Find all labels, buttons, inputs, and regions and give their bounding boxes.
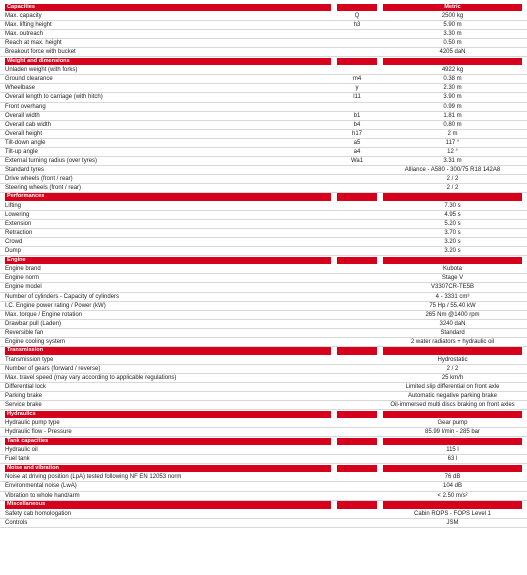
- spec-value: 4922 kg: [441, 67, 464, 74]
- spec-value: 2 / 2: [446, 365, 459, 372]
- section-header-value: [383, 193, 522, 201]
- spec-value: 3.30 m: [443, 31, 462, 38]
- spec-row: [0, 66, 527, 75]
- spec-row: [0, 202, 527, 211]
- spec-value: 104 dB: [442, 483, 463, 490]
- spec-symbol: [337, 274, 377, 283]
- spec-row: [0, 75, 527, 84]
- section-header-symbol-cell: [337, 438, 377, 446]
- spec-row: [0, 139, 527, 148]
- spec-symbol: [337, 184, 377, 193]
- spec-row: [0, 428, 527, 437]
- spec-symbol: [337, 356, 377, 365]
- spec-symbol: [337, 238, 377, 247]
- section-header-value: [383, 465, 522, 473]
- spec-value: 12 °: [447, 148, 458, 155]
- spec-row: [0, 130, 527, 139]
- spec-label: Engine brand: [5, 266, 41, 273]
- spec-label: Standard tyres: [5, 166, 45, 173]
- spec-row: [0, 247, 527, 256]
- spec-label: Vibration to whole hand/arm: [5, 492, 80, 499]
- spec-row: [0, 329, 527, 338]
- section-header-value: [383, 501, 522, 509]
- spec-value: 5.20 s: [444, 221, 461, 228]
- spec-symbol: [337, 293, 377, 302]
- section-header-weight-and-dimensions: [0, 57, 527, 66]
- spec-symbol: [337, 428, 377, 437]
- spec-value: 3.31 m: [443, 157, 462, 164]
- spec-row: [0, 401, 527, 410]
- spec-value: 5.90 m: [443, 22, 462, 29]
- section-header-symbol-cell: [337, 257, 377, 265]
- spec-value: Stage V: [441, 275, 464, 282]
- spec-value: 0.99 m: [443, 103, 462, 110]
- spec-label: Controls: [5, 519, 28, 526]
- section-header-value: [383, 347, 522, 355]
- spec-value: Limited slip differential on front axle: [405, 383, 500, 390]
- spec-value: 265 Nm @1400 rpm: [425, 311, 480, 318]
- spec-label: Hydraulic flow - Pressure: [5, 429, 72, 436]
- spec-row: [0, 283, 527, 292]
- section-header-symbol-cell: [337, 465, 377, 473]
- spec-value: 3.20 s: [444, 248, 461, 255]
- spec-label: Parking brake: [5, 393, 43, 400]
- spec-value: V3307CR-TE5B: [430, 284, 475, 291]
- spec-label: Tilt-up angle: [5, 148, 38, 155]
- spec-label: Lowering: [5, 212, 30, 219]
- spec-row: [0, 238, 527, 247]
- section-header-noise-and-vibration: [0, 464, 527, 473]
- spec-row: [0, 265, 527, 274]
- section-header-tank-capacities: [0, 437, 527, 446]
- spec-row: [0, 455, 527, 464]
- section-header-performances: [0, 193, 527, 202]
- spec-label: Overall cab width: [5, 121, 52, 128]
- spec-row: [0, 519, 527, 528]
- spec-symbol: [337, 473, 377, 482]
- spec-symbol: [337, 283, 377, 292]
- section-title: Weight and dimensions: [5, 58, 331, 66]
- spec-label: Max. travel speed (may vary according to applicable regulations): [5, 374, 177, 381]
- spec-label: Extension: [5, 221, 32, 228]
- spec-value: 25 km/h: [441, 374, 464, 381]
- spec-symbol: [337, 519, 377, 528]
- spec-row: [0, 229, 527, 238]
- spec-label: Max. outreach: [5, 31, 44, 38]
- spec-label: Ground clearance: [5, 76, 53, 83]
- spec-label: Max. lifting height: [5, 22, 52, 29]
- spec-row: [0, 274, 527, 283]
- spec-symbol: [337, 166, 377, 175]
- spec-label: Service brake: [5, 402, 42, 409]
- spec-label: Overall width: [5, 112, 40, 119]
- spec-value: 2 / 2: [446, 175, 459, 182]
- spec-symbol: [337, 66, 377, 75]
- spec-label: Crowd: [5, 239, 23, 246]
- spec-symbol: [337, 419, 377, 428]
- section-title: Hydraulics: [5, 411, 331, 419]
- spec-value: 115 l: [446, 447, 459, 454]
- spec-label: Dump: [5, 248, 22, 255]
- spec-symbol: [337, 383, 377, 392]
- spec-value: 85.99 l/min - 285 bar: [424, 429, 481, 436]
- spec-row: [0, 84, 527, 93]
- spec-row: [0, 39, 527, 48]
- spec-symbol: [337, 302, 377, 311]
- spec-symbol: [337, 103, 377, 112]
- spec-symbol: m4: [352, 76, 362, 83]
- spec-value: Alliance - A580 - 300/75 R18 142A8: [404, 166, 501, 173]
- spec-value: Oil-immersed multi discs braking on front axles: [390, 402, 515, 409]
- spec-symbol: [337, 229, 377, 238]
- spec-value: 0.80 m: [443, 121, 462, 128]
- spec-row: [0, 374, 527, 383]
- spec-symbol: [337, 247, 377, 256]
- spec-row: [0, 492, 527, 501]
- spec-symbol: a5: [353, 139, 361, 146]
- spec-symbol: [337, 338, 377, 347]
- spec-symbol: [337, 365, 377, 374]
- spec-value: Cabin ROPS - FOPS Level 1: [413, 510, 492, 517]
- spec-label: Overall length to carriage (with hitch): [5, 94, 103, 101]
- spec-symbol: [337, 374, 377, 383]
- section-header-engine: [0, 256, 527, 265]
- spec-row: [0, 383, 527, 392]
- spec-label: Reach at max. height: [5, 40, 62, 47]
- spec-row: [0, 392, 527, 401]
- spec-label: Fuel tank: [5, 456, 30, 463]
- spec-row: [0, 211, 527, 220]
- spec-symbol: [337, 311, 377, 320]
- section-header-miscellaneous: [0, 501, 527, 510]
- spec-label: Transmission type: [5, 356, 54, 363]
- spec-row: [0, 30, 527, 39]
- spec-value: 3240 daN: [439, 320, 466, 327]
- spec-row: [0, 356, 527, 365]
- spec-row: [0, 93, 527, 102]
- spec-value: 2 water radiators + hydraulic oil: [410, 338, 495, 345]
- spec-label: Engine norm: [5, 275, 40, 282]
- spec-row: [0, 446, 527, 455]
- spec-label: Drive wheels (front / rear): [5, 175, 73, 182]
- spec-label: Reversible fan: [5, 329, 44, 336]
- spec-label: Tilt-down angle: [5, 139, 46, 146]
- section-header-value: Metric: [383, 4, 522, 12]
- spec-label: Breakout force with bucket: [5, 49, 76, 56]
- section-title: Capacities: [5, 4, 331, 12]
- section-header-capacities: [0, 3, 527, 12]
- spec-value: Gear pump: [437, 420, 468, 427]
- spec-symbol: Q: [354, 13, 360, 20]
- spec-row: [0, 21, 527, 30]
- spec-row: [0, 148, 527, 157]
- spec-row: [0, 338, 527, 347]
- spec-row: [0, 184, 527, 193]
- spec-label: Engine model: [5, 284, 42, 291]
- section-header-value: [383, 58, 522, 66]
- spec-row: [0, 157, 527, 166]
- spec-symbol: [337, 30, 377, 39]
- spec-row: [0, 166, 527, 175]
- spec-label: Number of gears (forward / reverse): [5, 365, 101, 372]
- section-header-symbol-cell: [337, 411, 377, 419]
- section-header-symbol-cell: [337, 193, 377, 201]
- spec-row: [0, 12, 527, 21]
- spec-label: Max. torque / Engine rotation: [5, 311, 83, 318]
- spec-row: [0, 419, 527, 428]
- section-header-symbol-cell: [337, 347, 377, 355]
- spec-value: 4.95 s: [444, 212, 461, 219]
- spec-value: 2500 kg: [441, 13, 464, 20]
- spec-symbol: [337, 48, 377, 57]
- section-title: Noise and vibration: [5, 465, 331, 473]
- spec-symbol: [337, 401, 377, 410]
- spec-label: Drawbar pull (Laden): [5, 320, 62, 327]
- spec-value: Standard: [440, 329, 465, 336]
- section-header-symbol-cell: [337, 58, 377, 66]
- section-title: Engine: [5, 257, 331, 265]
- spec-value: 3.70 s: [444, 230, 461, 237]
- spec-value: 3.90 m: [443, 94, 462, 101]
- spec-symbol: [337, 220, 377, 229]
- spec-label: Wheelbase: [5, 85, 36, 92]
- spec-value: Hydrostatic: [437, 356, 468, 363]
- spec-value: < 2.50 m/s²: [437, 492, 468, 499]
- spec-symbol: b1: [353, 112, 361, 119]
- section-header-value: [383, 411, 522, 419]
- spec-symbol: h17: [351, 130, 362, 137]
- spec-symbol: [337, 329, 377, 338]
- spec-symbol: [337, 482, 377, 491]
- section-header-value: [383, 438, 522, 446]
- spec-value: 75 Hp / 55.40 kW: [429, 302, 476, 309]
- spec-row: [0, 320, 527, 329]
- section-header-value: [383, 257, 522, 265]
- spec-row: [0, 48, 527, 57]
- spec-label: Retraction: [5, 230, 33, 237]
- section-title: Performances: [5, 193, 331, 201]
- spec-value: 2 m: [447, 130, 458, 137]
- spec-value: Automatic negative parking brake: [407, 393, 498, 400]
- spec-symbol: b4: [353, 121, 361, 128]
- spec-value: 0.38 m: [443, 76, 462, 83]
- spec-value: 0.50 m: [443, 40, 462, 47]
- spec-symbol: [337, 510, 377, 519]
- spec-row: [0, 510, 527, 519]
- spec-row: [0, 175, 527, 184]
- spec-row: [0, 473, 527, 482]
- section-title: Transmission: [5, 347, 331, 355]
- spec-value: 1.81 m: [443, 112, 462, 119]
- section-header-transmission: [0, 347, 527, 356]
- spec-symbol: [337, 455, 377, 464]
- spec-row: [0, 121, 527, 130]
- spec-value: 2 / 2: [446, 184, 459, 191]
- spec-value: 63 l: [447, 456, 458, 463]
- spec-label: Number of cylinders - Capacity of cylinders: [5, 293, 120, 300]
- spec-symbol: [337, 446, 377, 455]
- spec-label: Max. capacity: [5, 13, 42, 20]
- spec-symbol: [337, 202, 377, 211]
- spec-value: 117 °: [445, 139, 460, 146]
- spec-symbol: a4: [353, 148, 361, 155]
- spec-label: Safety cab homologation: [5, 510, 72, 517]
- spec-label: Unladen weight (with forks): [5, 67, 78, 74]
- spec-value: 7.30 s: [444, 203, 461, 210]
- spec-label: Overall height: [5, 130, 43, 137]
- spec-row: [0, 112, 527, 121]
- spec-label: Hydraulic pump type: [5, 420, 60, 427]
- spec-label: Engine cooling system: [5, 338, 66, 345]
- spec-symbol: [337, 492, 377, 501]
- spec-symbol: h3: [353, 22, 361, 29]
- spec-label: Differential lock: [5, 383, 46, 390]
- spec-value: 2.30 m: [443, 85, 462, 92]
- spec-value: 4 - 3331 cm³: [435, 293, 470, 300]
- spec-label: Hydraulic oil: [5, 447, 38, 454]
- spec-row: [0, 220, 527, 229]
- spec-value: Kubota: [442, 266, 463, 273]
- spec-label: Noise at driving position (LpA) tested following NF EN 12053 norm: [5, 474, 182, 481]
- section-title: Tank capacities: [5, 438, 331, 446]
- spec-symbol: l11: [353, 94, 361, 101]
- spec-row: [0, 482, 527, 491]
- spec-label: Steering wheels (front / rear): [5, 184, 82, 191]
- section-header-symbol-cell: [337, 4, 377, 12]
- spec-label: Front overhang: [5, 103, 46, 110]
- spec-row: [0, 103, 527, 112]
- section-header-symbol-cell: [337, 501, 377, 509]
- spec-value: JSM: [446, 519, 459, 526]
- section-header-hydraulics: [0, 410, 527, 419]
- spec-label: Environmental noise (LwA): [5, 483, 77, 490]
- spec-symbol: [337, 39, 377, 48]
- spec-symbol: [337, 392, 377, 401]
- spec-symbol: [337, 175, 377, 184]
- spec-label: Lifting: [5, 203, 22, 210]
- spec-symbol: [337, 265, 377, 274]
- spec-row: [0, 293, 527, 302]
- spec-row: [0, 365, 527, 374]
- section-title: Miscellaneous: [5, 501, 331, 509]
- spec-label: External turning radius (over tyres): [5, 157, 98, 164]
- spec-label: I.C. Engine power rating / Power (kW): [5, 302, 106, 309]
- spec-value: 3.20 s: [444, 239, 461, 246]
- spec-row: [0, 311, 527, 320]
- spec-symbol: Wa1: [350, 157, 364, 164]
- spec-value: 76 dB: [444, 474, 461, 481]
- spec-symbol: [337, 320, 377, 329]
- spec-value: 4205 daN: [439, 49, 466, 56]
- spec-symbol: y: [355, 85, 359, 92]
- spec-row: [0, 302, 527, 311]
- spec-symbol: [337, 211, 377, 220]
